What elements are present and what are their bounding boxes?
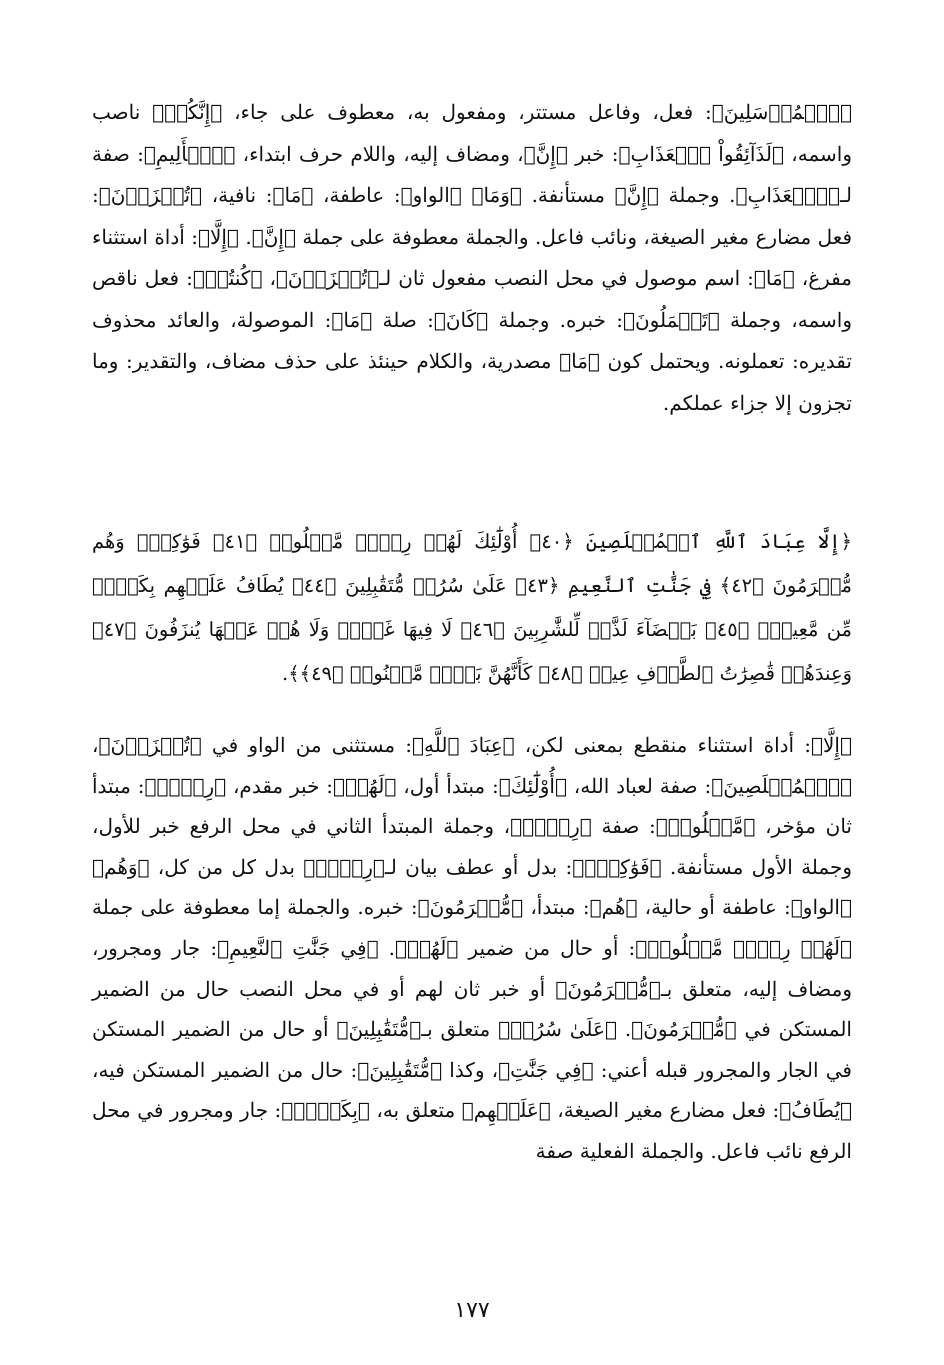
commentary-text-top: ﴿ٱلۡمُرۡسَلِينَ﴾: فعل، وفاعل مستتر، ومفعول به، معطوف على جاء، ﴿إِنَّكُمۡ﴾ ناصب واسمه، ﴿لَذَآئِقُواْ ٱلۡعَذَابِ﴾: خبر ﴿إِنَّ﴾، ومضاف إليه، واللام حرف ابتداء، ﴿ٱلۡأَلِيمِ﴾: صفة لـ﴿ٱلۡعَذَابِ﴾. وجملة ﴿إِنَّ﴾ مستأنفة. ﴿وَمَا﴾ ﴿الواو﴾: عاطفة، ﴿مَا﴾: نافية، ﴿تُجۡزَوۡنَ﴾: فعل مضارع مغير الصيغة، ونائب فاعل. والجملة معطوفة على جملة ﴿إِنَّ﴾. ﴿إِلَّا﴾: أداة استثناء مفرغ، ﴿مَا﴾: اسم موصول في محل النصب مفعول ثان لـ﴿تُجۡزَوۡنَ﴾، ﴿كُنتُمۡ﴾: فعل ناقص واسمه، وجملة ﴿تَعۡمَلُونَ﴾: خبره. وجملة ﴿كَانَ﴾: صلة ﴿مَا﴾: الموصولة، والعائد محذوف تقديره: تعملونه. ويحتمل كون ﴿مَا﴾ مصدرية، والكلام حينئذ على حذف مضاف، والتقدير: وما تجزون إلا جزاء عملكم.: [92, 100, 853, 415]
commentary-text-bottom: ﴿إِلَّا﴾: أداة استثناء منقطع بمعنى لكن، ﴿عِبَادَ ٱللَّهِ﴾: مستثنى من الواو في ﴿تُجۡزَوۡنَ﴾، ﴿ٱلۡمُخۡلَصِينَ﴾: صفة لعباد الله، ﴿أُوْلَٰٓئِكَ﴾: مبتدأ أول، ﴿لَهُمۡ﴾: خبر مقدم، ﴿رِزۡقٞ﴾: مبتدأ ثان مؤخر، ﴿مَّعۡلُومٞ﴾: صفة ﴿رِزۡقٞ﴾، وجملة المبتدأ الثاني في محل الرفع خبر للأول، وجملة الأول مستأنفة. ﴿فَوَٰكِهُۖ﴾: بدل أو عطف بيان لـ﴿رِزۡقٞ﴾ بدل كل من كل، ﴿وَهُم﴾ ﴿الواو﴾: عاطفة أو حالية، ﴿هُم﴾: مبتدأ، ﴿مُّكۡرَمُونَ﴾: خبره. والجملة إما معطوفة على جملة ﴿لَهُمۡ رِزۡقٞ مَّعۡلُومٞ﴾: أو حال من ضمير ﴿لَهُمۡ﴾. ﴿فِي جَنَّٰتِ ٱلنَّعِيمِ﴾: جار ومجرور، ومضاف إليه، متعلق بـ﴿مُّكۡرَمُونَ﴾ أو خبر ثان لهم أو في محل النصب حال من الضمير المستكن في ﴿مُّكۡرَمُونَ﴾. ﴿عَلَىٰ سُرُرٖ﴾ متعلق بـ﴿مُّتَقَٰبِلِينَ﴾ أو حال من الضمير المستكن في الجار والمجرور قبله أعني: ﴿فِي جَنَّٰتِ﴾، وكذا ﴿مُّتَقَٰبِلِينَ﴾: حال من الضمير المستكن فيه، ﴿يُطَافُ﴾: فعل مضارع مغير الصيغة، ﴿عَلَيۡهِم﴾ متعلق به، ﴿بِكَأۡسٖ﴾: جار ومجرور في محل الرفع نائب فاعل. والجملة الفعلية صفة: [92, 733, 852, 1163]
page-number: ١٧٧: [454, 1298, 490, 1323]
commentary-paragraph-top: [92, 92, 852, 424]
commentary-paragraph-bottom: [92, 725, 852, 1172]
quran-verses-text: ﴿إِلَّا عِبَادَ ٱللَّهِ ٱلۡمُخۡلَصِينَ ﴿٤٠﴾ أُوْلَٰٓئِكَ لَهُمۡ رِزۡقٞ مَّعۡلُومٞ ﴿٤١﴾ فَوَٰكِهُۖ وَهُم مُّكۡرَمُونَ ﴿٤٢﴾ فِي جَنَّٰتِ ٱلنَّعِيمِ ﴿٤٣﴾ عَلَىٰ سُرُرٖ مُّتَقَٰبِلِينَ ﴿٤٤﴾ يُطَافُ عَلَيۡهِم بِكَأۡسٖ مِّن مَّعِينِۭ ﴿٤٥﴾ بَيۡضَآءَ لَذَّةٖ لِّلشَّٰرِبِينَ ﴿٤٦﴾ لَا فِيهَا غَوۡلٞ وَلَا هُمۡ عَنۡهَا يُنزَفُونَ ﴿٤٧﴾ وَعِندَهُمۡ قَٰصِرَٰتُ ٱلطَّرۡفِ عِينٞ ﴿٤٨﴾ كَأَنَّهُنَّ بَيۡضٞ مَّكۡنُونٞ ﴿٤٩﴾﴾.: [92, 530, 853, 685]
quran-verses-block: [92, 520, 852, 696]
